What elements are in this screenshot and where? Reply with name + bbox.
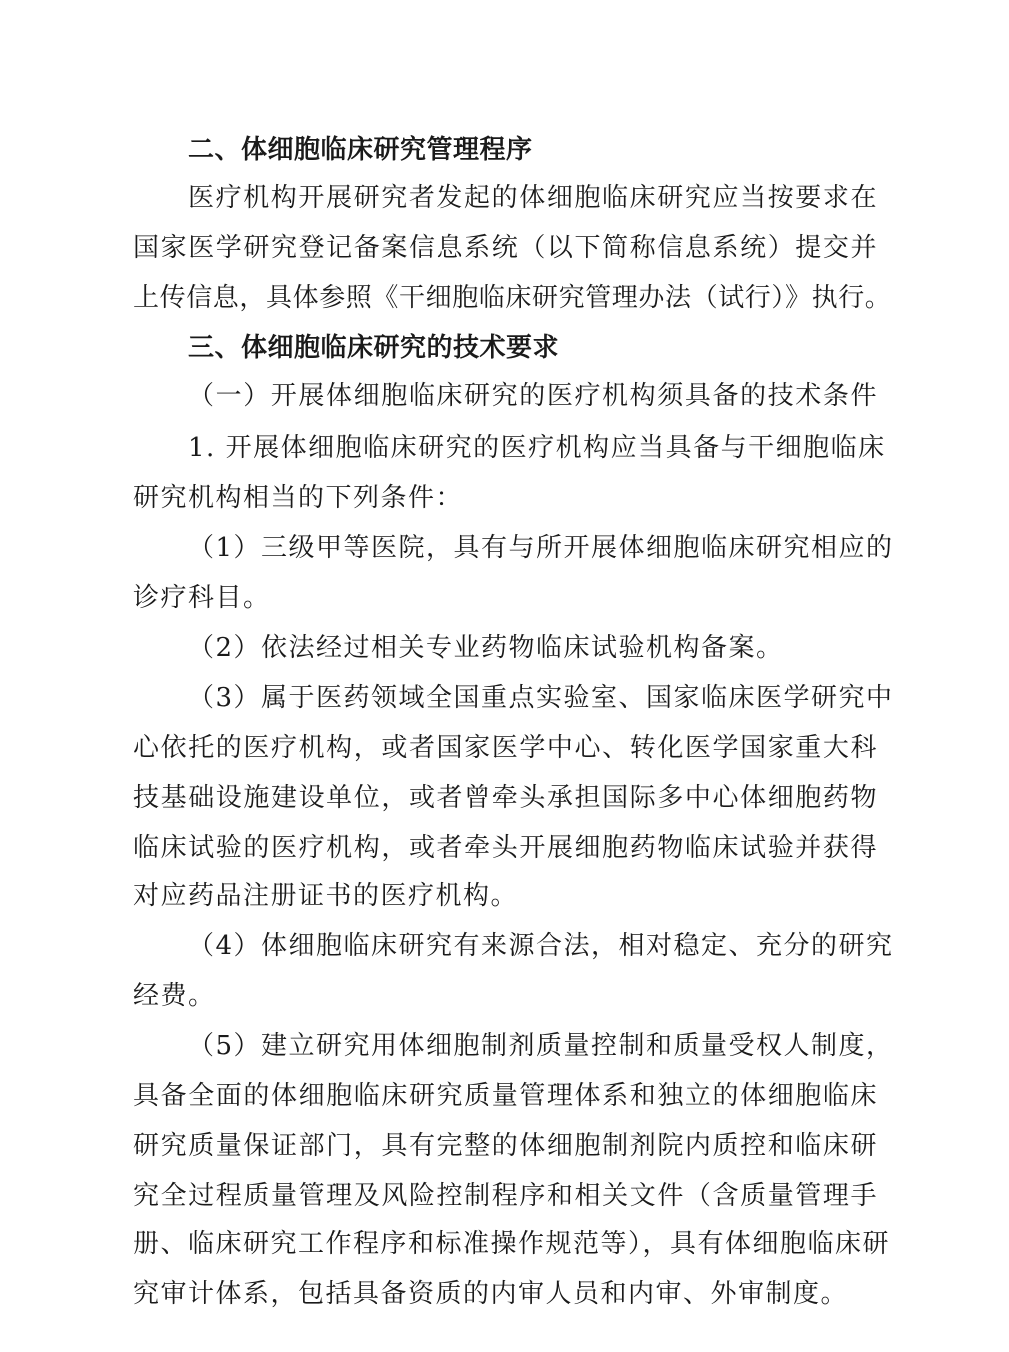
paragraph-line: 临床试验的医疗机构，或者牵头开展细胞药物临床试验并获得 (133, 833, 878, 863)
paragraph-line: （3）属于医药领域全国重点实验室、国家临床医学研究中 (188, 683, 894, 713)
paragraph-line: 究全过程质量管理及风险控制程序和相关文件（含质量管理手 (133, 1181, 878, 1211)
paragraph-line: 研究机构相当的下列条件： (133, 483, 464, 513)
paragraph-line: 诊疗科目。 (133, 583, 271, 613)
paragraph-line: 经费。 (133, 981, 216, 1011)
paragraph-line: 医疗机构开展研究者发起的体细胞临床研究应当按要求在 (188, 183, 878, 213)
paragraph-line: 1. 开展体细胞临床研究的医疗机构应当具备与干细胞临床 (188, 433, 886, 463)
paragraph-line: 究审计体系，包括具备资质的内审人员和内审、外审制度。 (133, 1279, 849, 1309)
paragraph-line: 心依托的医疗机构，或者国家医学中心、转化医学国家重大科 (133, 733, 878, 763)
paragraph-line: 册、临床研究工作程序和标准操作规范等），具有体细胞临床研 (133, 1229, 891, 1259)
paragraph-line: 对应药品注册证书的医疗机构。 (133, 881, 519, 911)
section-heading-2: 二、体细胞临床研究管理程序 (188, 135, 533, 165)
paragraph-line: 上传信息，具体参照《干细胞临床研究管理办法（试行）》执行。 (133, 283, 892, 313)
paragraph-line: （4）体细胞临床研究有来源合法，相对稳定、充分的研究 (188, 931, 894, 961)
subsection-heading: （一）开展体细胞临床研究的医疗机构须具备的技术条件 (188, 381, 878, 411)
paragraph-line: 国家医学研究登记备案信息系统（以下简称信息系统）提交并 (133, 233, 878, 263)
section-heading-3: 三、体细胞临床研究的技术要求 (188, 333, 560, 363)
paragraph-line: （1）三级甲等医院，具有与所开展体细胞临床研究相应的 (188, 533, 894, 563)
paragraph-line: 技基础设施建设单位，或者曾牵头承担国际多中心体细胞药物 (133, 783, 878, 813)
paragraph-line: （5）建立研究用体细胞制剂质量控制和质量受权人制度， (188, 1031, 894, 1061)
paragraph-line: 研究质量保证部门，具有完整的体细胞制剂院内质控和临床研 (133, 1131, 878, 1161)
paragraph-line: （2）依法经过相关专业药物临床试验机构备案。 (188, 633, 784, 663)
paragraph-line: 具备全面的体细胞临床研究质量管理体系和独立的体细胞临床 (133, 1081, 878, 1111)
